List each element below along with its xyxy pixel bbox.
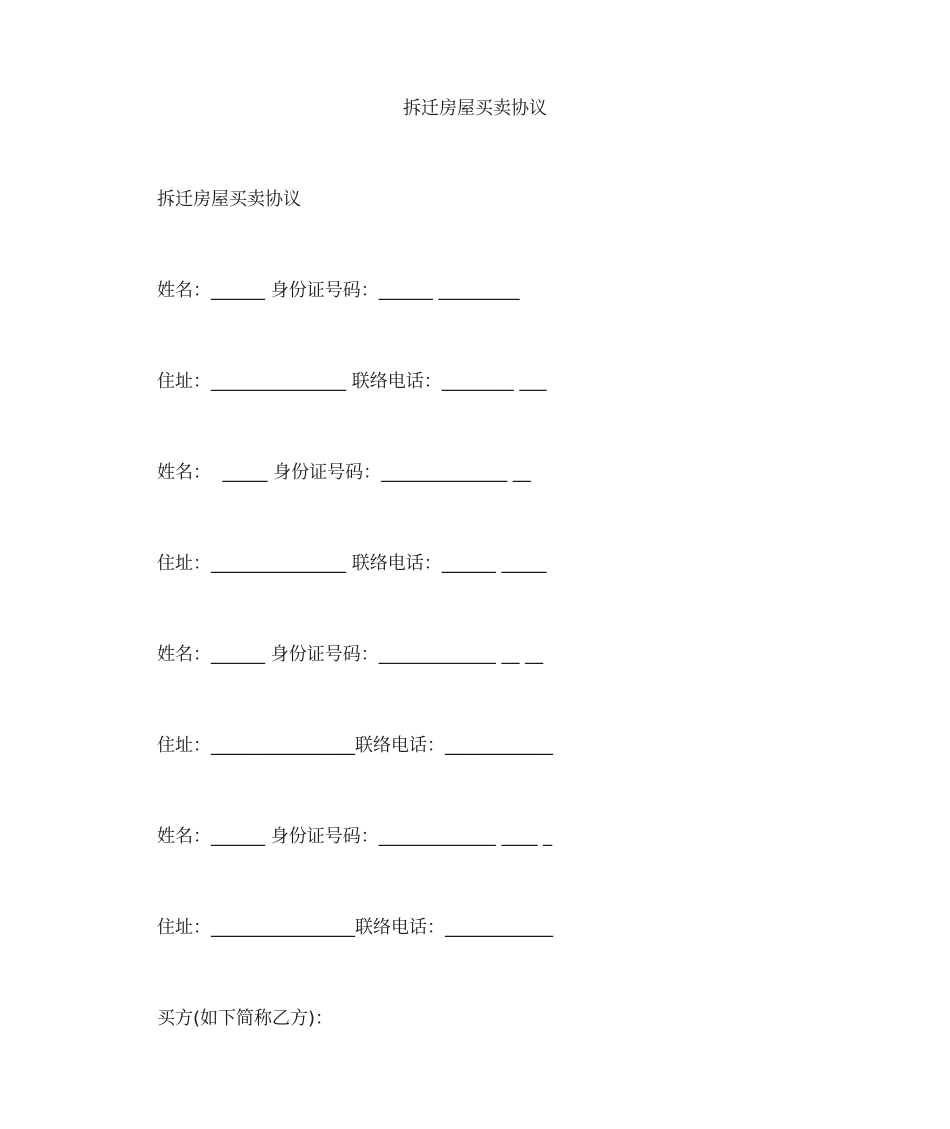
document-title: 拆迁房屋买卖协议 — [403, 98, 547, 119]
seller-1-name-id-line: 姓名：______ 身份证号码：______ _________ — [157, 280, 520, 301]
document-subtitle: 拆迁房屋买卖协议 — [157, 189, 301, 210]
seller-3-address-phone-line: 住址：________________联络电话：____________ — [157, 735, 553, 756]
buyer-heading: 买方(如下简称乙方)： — [157, 1008, 334, 1029]
seller-2-name-id-line: 姓名： _____ 身份证号码：______________ __ — [157, 462, 531, 483]
seller-4-address-phone-line: 住址：________________联络电话：____________ — [157, 917, 553, 938]
seller-1-address-phone-line: 住址：_______________ 联络电话：________ ___ — [157, 371, 547, 392]
seller-4-name-id-line: 姓名：______ 身份证号码：_____________ ____ _ — [157, 826, 553, 847]
seller-3-name-id-line: 姓名：______ 身份证号码：_____________ __ __ — [157, 644, 544, 665]
seller-2-address-phone-line: 住址：_______________ 联络电话：______ _____ — [157, 553, 547, 574]
